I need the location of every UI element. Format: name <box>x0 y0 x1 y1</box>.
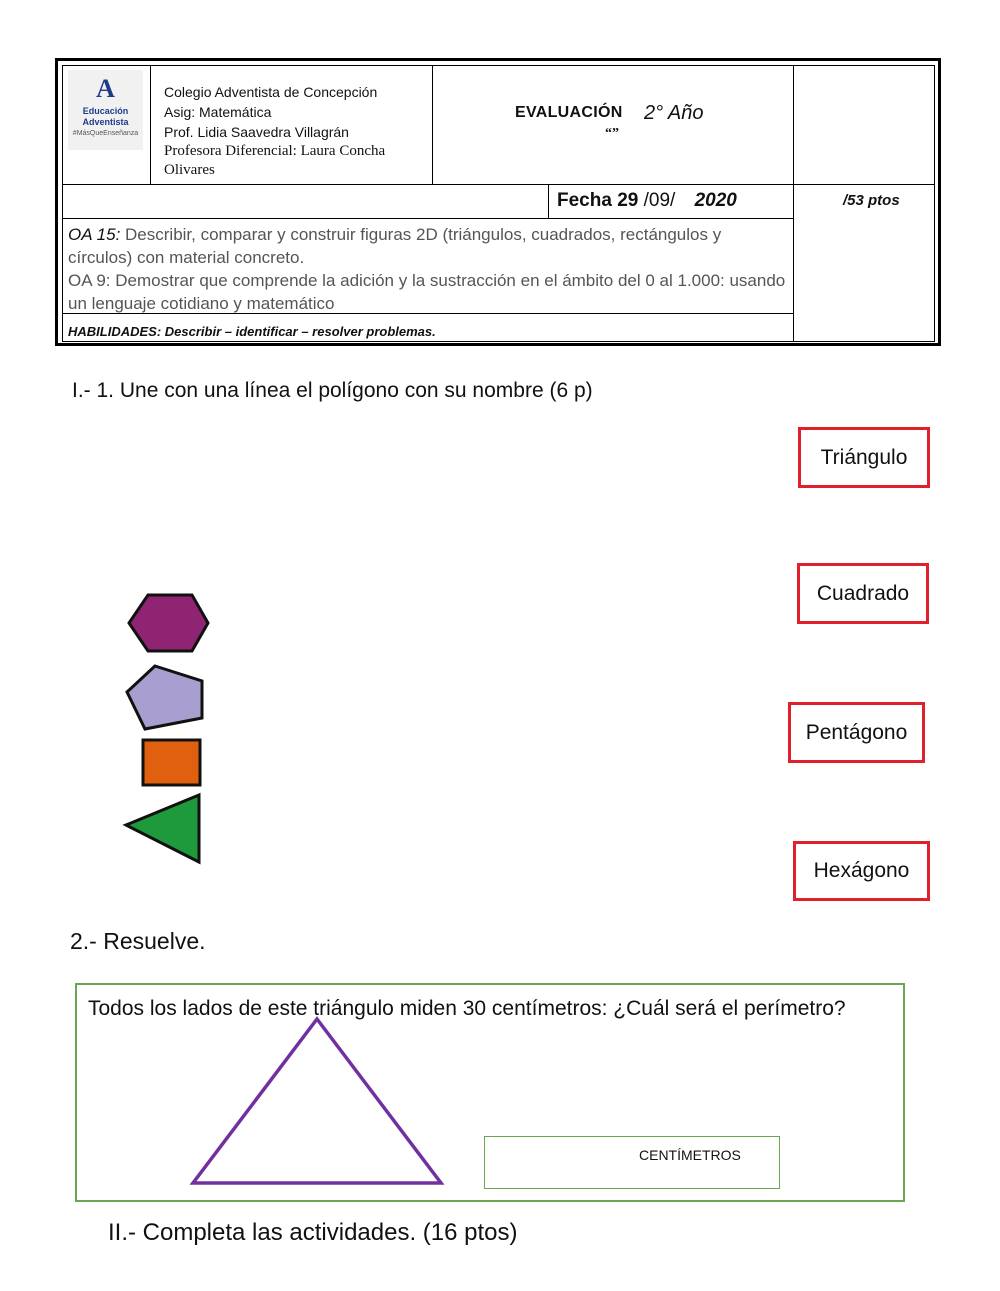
pentagon-shape[interactable] <box>127 666 202 729</box>
section-2-title: 2.- Resuelve. <box>70 928 206 954</box>
section-II-title: II.- Completa las actividades. (16 ptos) <box>108 1219 518 1246</box>
learning-objectives <box>68 223 788 315</box>
date-label: Fecha 29 <box>557 190 639 211</box>
total-points: /53 ptos <box>843 192 900 209</box>
header-inner-right <box>934 65 935 342</box>
square-shape[interactable] <box>143 740 200 785</box>
objective-oa15 <box>68 223 788 269</box>
objective-oa15-code: OA 15: <box>68 225 121 244</box>
header-col-line-points <box>793 65 794 342</box>
evaluation-quotes: “” <box>605 126 619 141</box>
objective-oa9: OA 9: Demostrar que comprende la adición y la sustracción en el ámbito del 0 al 1.000: usando un lenguaje cotidiano y matemático <box>68 271 786 313</box>
name-box-hexagono[interactable]: Hexágono <box>793 841 930 901</box>
date-field <box>557 190 737 212</box>
logo-hashtag: #MásQueEnseñanza <box>72 130 139 137</box>
triangle-figure <box>185 1015 450 1190</box>
answer-unit-label: CENTÍMETROS <box>639 1147 741 1163</box>
logo-symbol: A <box>96 74 115 103</box>
school-info <box>164 82 377 142</box>
header-inner-bottom <box>62 341 935 342</box>
header-col-line-school <box>432 65 433 185</box>
teacher: Prof. Lidia Saavedra Villagrán <box>164 124 349 140</box>
subject: Asig: Matemática <box>164 104 272 120</box>
evaluation-grade: 2° Año <box>644 102 704 124</box>
polygon-shapes <box>118 588 218 868</box>
school-name: Colegio Adventista de Concepción <box>164 84 378 100</box>
logo-text-line2: Adventista <box>82 117 129 127</box>
differential-teacher: Profesora Diferencial: Laura Concha Olivares <box>164 143 386 178</box>
date-month: /09/ <box>643 190 676 211</box>
hexagon-shape[interactable] <box>129 595 208 651</box>
date-year: 2020 <box>694 190 737 211</box>
evaluation-title: EVALUACIÓN <box>515 104 623 121</box>
objective-oa15-text: Describir, comparar y construir figuras 2D (triángulos, cuadrados, rectángulos y círculos) con material concreto. <box>68 225 722 267</box>
logo-text-line1: Educación <box>82 106 129 116</box>
header-row-line-1 <box>62 184 935 185</box>
name-box-pentagono[interactable]: Pentágono <box>788 702 925 763</box>
name-box-cuadrado[interactable]: Cuadrado <box>797 563 929 624</box>
header-col-line-logo <box>150 65 151 185</box>
section-1-title: I.- 1. Une con una línea el polígono con su nombre (6 p) <box>72 379 593 402</box>
skills-line: HABILIDADES: Describir – identificar – resolver problemas. <box>68 324 436 339</box>
header-inner-left <box>62 65 63 342</box>
header-inner-top <box>62 65 935 66</box>
school-logo <box>68 70 143 150</box>
header-col-line-date <box>548 184 549 219</box>
header-row-line-2 <box>62 218 794 219</box>
equilateral-triangle <box>193 1019 441 1183</box>
name-box-triangulo[interactable]: Triángulo <box>798 427 930 488</box>
triangle-shape[interactable] <box>126 795 199 862</box>
problem-question: Todos los lados de este triángulo miden 30 centímetros: ¿Cuál será el perímetro? <box>88 997 846 1020</box>
